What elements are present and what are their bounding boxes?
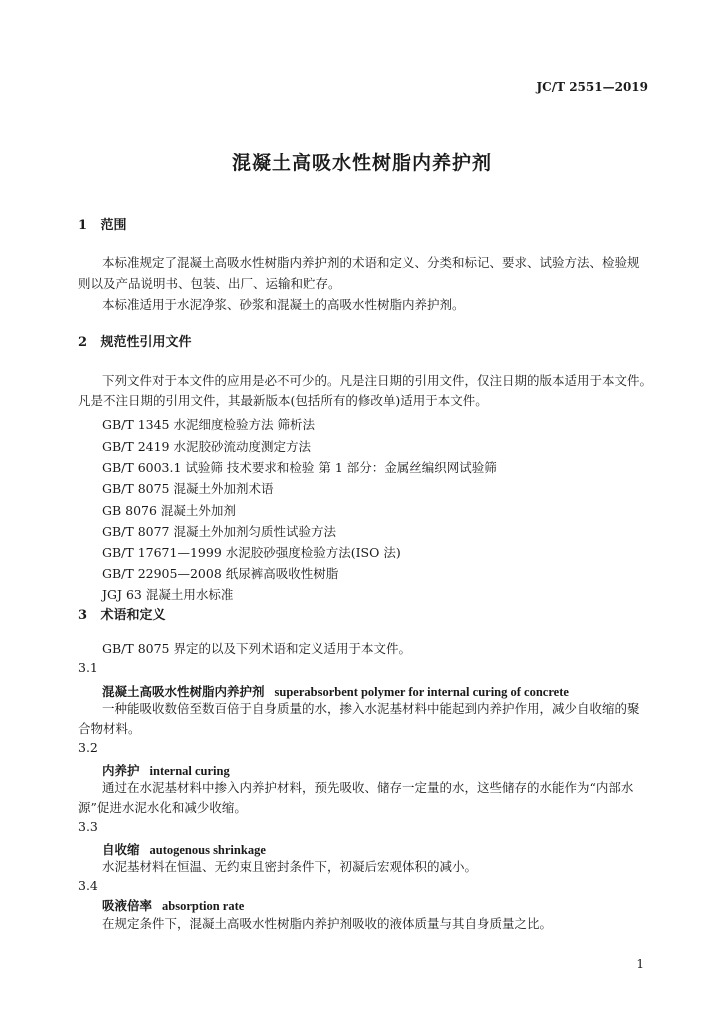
clause-number: 3.1 — [78, 660, 98, 675]
section-number: 2 — [78, 335, 88, 350]
term-heading — [102, 840, 266, 858]
normative-reference: JGJ 63 混凝土用水标准 — [102, 587, 234, 602]
normative-reference: GB/T 8077 混凝土外加剂匀质性试验方法 — [102, 524, 336, 539]
term-chinese: 混凝土高吸水性树脂内养护剂 — [102, 684, 265, 699]
section-number: 3 — [78, 608, 88, 623]
term-english: superabsorbent polymer for internal curing of concrete — [274, 685, 569, 699]
term-definition-line: 通过在水泥基材料中掺入内养护材料，预先吸收、储存一定量的水，这些储存的水能作为“内部水 — [102, 780, 634, 795]
section-2-paragraph-line: 凡是不注日期的引用文件，其最新版本(包括所有的修改单)适用于本文件。 — [78, 393, 488, 408]
clause-number: 3.3 — [78, 819, 98, 834]
term-english: autogenous shrinkage — [149, 843, 266, 857]
section-3-intro: GB/T 8075 界定的以及下列术语和定义适用于本文件。 — [102, 641, 411, 656]
term-definition-line: 源”促进水泥水化和减少收缩。 — [78, 800, 247, 815]
term-chinese: 自收缩 — [102, 842, 140, 857]
normative-reference: GB/T 1345 水泥细度检验方法 筛析法 — [102, 417, 315, 432]
section-1-paragraph-line: 本标准规定了混凝土高吸水性树脂内养护剂的术语和定义、分类和标记、要求、试验方法、检验规 — [102, 255, 640, 270]
section-2-heading — [78, 331, 192, 350]
term-heading — [102, 682, 569, 700]
section-number: 1 — [78, 218, 88, 233]
term-chinese: 吸液倍率 — [102, 898, 153, 913]
normative-reference: GB/T 2419 水泥胶砂流动度测定方法 — [102, 439, 311, 454]
standard-code: JC/T 2551—2019 — [536, 80, 648, 94]
section-1-paragraph-line: 则以及产品说明书、包装、出厂、运输和贮存。 — [78, 276, 341, 291]
section-2-paragraph-line: 下列文件对于本文件的应用是必不可少的。凡是注日期的引用文件，仅注日期的版本适用于本文件。 — [102, 373, 653, 388]
section-3-heading — [78, 604, 166, 623]
normative-reference: GB/T 17671—1999 水泥胶砂强度检验方法(ISO 法) — [102, 545, 401, 560]
term-english: internal curing — [149, 764, 230, 778]
term-definition-line: 合物材料。 — [78, 721, 141, 736]
section-title: 规范性引用文件 — [100, 335, 192, 350]
clause-number: 3.4 — [78, 878, 98, 893]
normative-reference: GB/T 22905—2008 纸尿裤高吸收性树脂 — [102, 566, 339, 581]
normative-reference: GB 8076 混凝土外加剂 — [102, 503, 236, 518]
term-heading — [102, 761, 230, 779]
section-1-heading — [78, 214, 127, 233]
term-definition-line: 水泥基材料在恒温、无约束且密封条件下，初凝后宏观体积的减小。 — [102, 859, 478, 874]
term-heading — [102, 896, 244, 914]
page-number: 1 — [636, 957, 644, 971]
section-1-paragraph: 本标准适用于水泥净浆、砂浆和混凝土的高吸水性树脂内养护剂。 — [102, 297, 465, 312]
section-title: 范围 — [100, 218, 127, 233]
term-definition-line: 在规定条件下，混凝土高吸水性树脂内养护剂吸收的液体质量与其自身质量之比。 — [102, 916, 553, 931]
clause-number: 3.2 — [78, 740, 98, 755]
term-chinese: 内养护 — [102, 763, 140, 778]
section-title: 术语和定义 — [100, 608, 166, 623]
document-title: 混凝土高吸水性树脂内养护剂 — [231, 152, 492, 174]
normative-reference: GB/T 6003.1 试验筛 技术要求和检验 第 1 部分：金属丝编织网试验筛 — [102, 460, 497, 475]
term-english: absorption rate — [162, 899, 245, 913]
term-definition-line: 一种能吸收数倍至数百倍于自身质量的水，掺入水泥基材料中能起到内养护作用，减少自收缩的聚 — [102, 701, 640, 716]
normative-reference: GB/T 8075 混凝土外加剂术语 — [102, 481, 274, 496]
